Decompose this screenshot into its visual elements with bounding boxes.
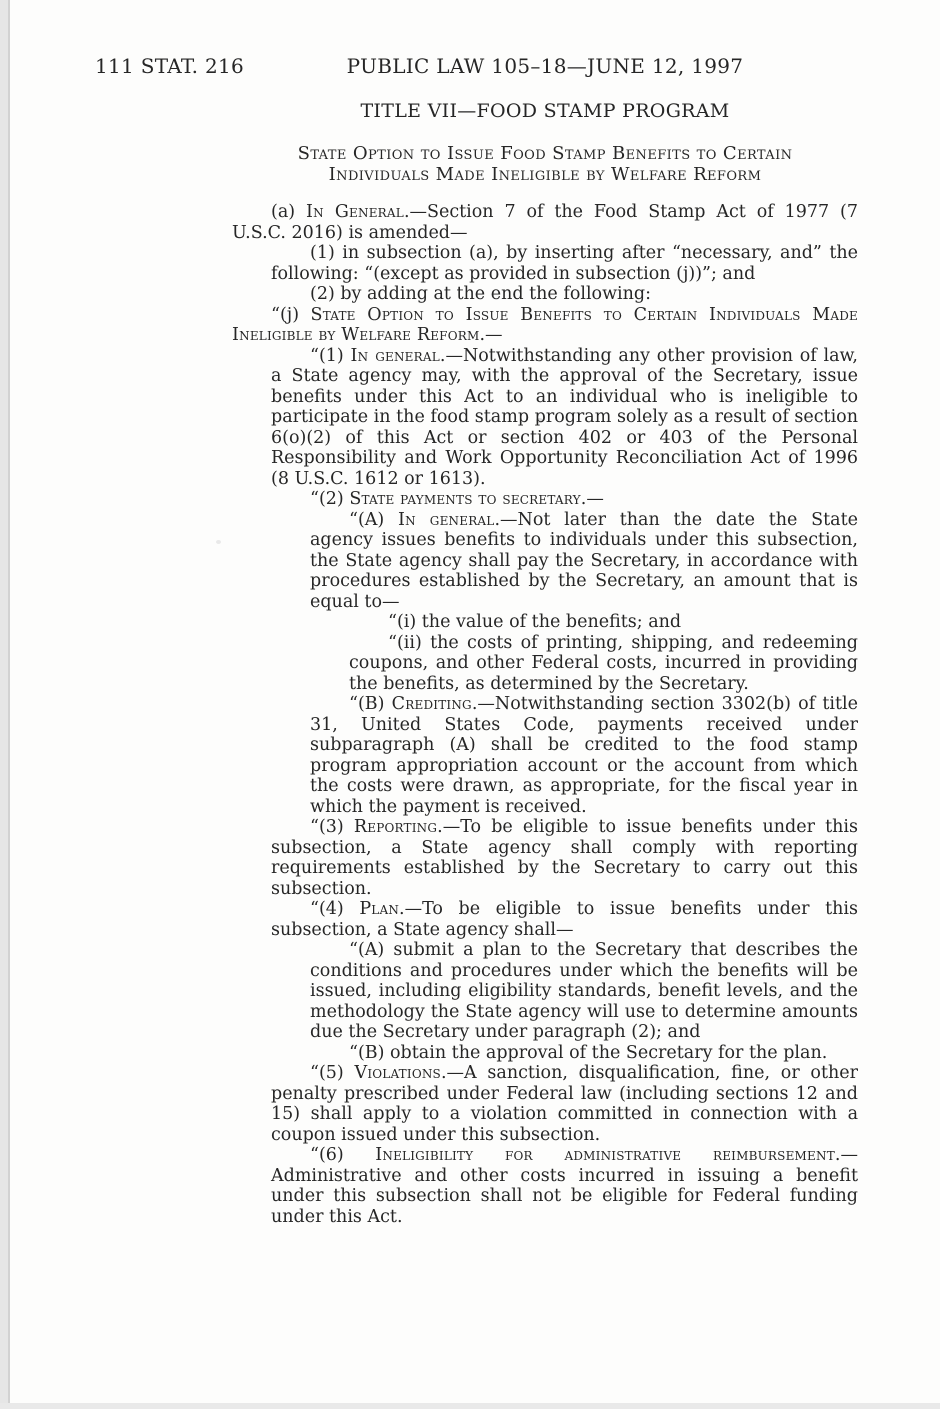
- paragraph-text: “(6): [310, 1145, 376, 1165]
- statute-paragraph: [271, 1063, 858, 1145]
- scan-speck: [216, 540, 221, 544]
- paragraph-text: .—Administrative and other costs incurred in issuing a benefit under this subsection shall not be eligible for Federal funding under this Act.: [271, 1145, 858, 1227]
- statute-paragraph: [349, 612, 858, 633]
- small-caps-heading-text: Ineligibility for administrative reimbursement: [375, 1145, 835, 1165]
- paragraph-text: .—A sanction, disqualification, fine, or other penalty prescribed under Federal law (including sections 12 and 15) shall apply to a violation committed in connection with a coupon issued under this subsection.: [271, 1063, 858, 1145]
- paragraph-text: “(2): [310, 489, 350, 509]
- paragraph-text: “(5): [310, 1063, 355, 1083]
- statute-paragraph: [310, 510, 858, 613]
- section-subtitle-line2: Individuals Made Ineligible by Welfare Reform: [328, 164, 762, 185]
- paragraph-text: .—To be eligible to issue benefits under this subsection, a State agency shall—: [271, 899, 858, 940]
- small-caps-heading-text: Reporting: [353, 817, 438, 837]
- statute-paragraph: [232, 305, 858, 346]
- paragraph-text: .—: [580, 489, 604, 509]
- paragraph-text: (a): [271, 202, 306, 222]
- small-caps-heading-text: In general: [398, 509, 495, 530]
- paragraph-text: “(ii) the costs of printing, shipping, and redeeming coupons, and other Federal costs, incurred in providing the benefits, as determined by the Secretary.: [349, 632, 858, 694]
- small-caps-heading-text: In General: [305, 202, 404, 222]
- scan-edge-left: [0, 0, 10, 1409]
- title-heading: TITLE VII—FOOD STAMP PROGRAM: [360, 100, 730, 122]
- small-caps-heading-text: In general: [350, 345, 440, 366]
- paragraph-text: .—To be eligible to issue benefits under this subsection, a State agency shall comply with reporting requirements established by the Secretary to carry out this subsection.: [271, 817, 858, 899]
- small-caps-heading-text: State payments to secretary: [349, 489, 581, 509]
- paragraph-text: “(j): [271, 304, 311, 325]
- paragraph-text: .—Not later than the date the State agency issues benefits to individuals under this subsection, the State agency shall pay the Secretary, in accordance with procedures established by the Secretary, an amount that is equal to—: [310, 509, 858, 612]
- statute-paragraph: [271, 817, 858, 899]
- statute-paragraph: [271, 1145, 858, 1227]
- paragraph-text: .—Section 7 of the Food Stamp Act of 1977 (7 U.S.C. 2016) is amended—: [232, 202, 858, 243]
- public-law-header: PUBLIC LAW 105–18—JUNE 12, 1997: [346, 54, 744, 78]
- small-caps-heading-text: Plan: [359, 899, 400, 919]
- statute-paragraph: [271, 346, 858, 490]
- small-caps-heading-text: Crediting: [391, 694, 472, 714]
- paragraph-text: (1) in subsection (a), by inserting after “necessary, and” the following: “(except as provided in subsection (j))”; and: [271, 243, 858, 284]
- paragraph-text: “(i) the value of the benefits; and: [388, 612, 682, 632]
- statute-paragraph: [310, 1043, 858, 1064]
- statute-body: [232, 202, 858, 1227]
- small-caps-heading-text: State Option to Issue Benefits to Certain Individuals Made Ineligible by Welfare Reform: [232, 304, 859, 345]
- section-subtitle-line1: State Option to Issue Food Stamp Benefits to Certain: [297, 143, 793, 164]
- paragraph-text: “(3): [310, 817, 354, 837]
- scan-edge-bottom: [0, 1403, 940, 1409]
- paragraph-text: .—: [479, 325, 503, 345]
- section-subtitle: [232, 143, 858, 185]
- paragraph-text: (2) by adding at the end the following:: [310, 284, 652, 304]
- paragraph-text: “(B): [349, 694, 392, 714]
- statute-paragraph: [271, 243, 858, 284]
- statute-paragraph: [271, 284, 858, 305]
- statute-paragraph: [310, 694, 858, 817]
- paragraph-text: .—Notwithstanding any other provision of law, a State agency may, with the approval of the Secretary, issue benefits under this Act to an individual who is ineligible to participate in the food stamp program solely as a result of section 6(o)(2) of this Act or section 402 or 403 of the Personal Responsibility and Work Opportunity Reconciliation Act of 1996 (8 U.S.C. 1612 or 1613).: [271, 345, 858, 489]
- statute-paragraph: [349, 633, 858, 695]
- paragraph-text: “(B) obtain the approval of the Secretary for the plan.: [349, 1042, 828, 1063]
- paragraph-text: “(4): [310, 899, 360, 919]
- small-caps-heading-text: Violations: [354, 1063, 441, 1083]
- paragraph-text: “(A): [349, 509, 399, 530]
- paragraph-text: “(1): [310, 345, 351, 366]
- statute-paragraph: [232, 202, 858, 243]
- statute-paragraph: [271, 489, 858, 510]
- statute-paragraph: [271, 899, 858, 940]
- paragraph-text: .—Notwithstanding section 3302(b) of title 31, United States Code, payments received under subparagraph (A) shall be credited to the food stamp program appropriation account or the account from which the costs were drawn, as appropriate, for the fiscal year in which the payment is received.: [310, 694, 858, 817]
- stat-page-number: 111 STAT. 216: [95, 54, 245, 78]
- statute-paragraph: [310, 940, 858, 1043]
- paragraph-text: “(A) submit a plan to the Secretary that describes the conditions and procedures under which the benefits will be issued, including eligibility standards, benefit levels, and the methodology the State agency will use to determine amounts due the Secretary under paragraph (2); and: [310, 940, 858, 1042]
